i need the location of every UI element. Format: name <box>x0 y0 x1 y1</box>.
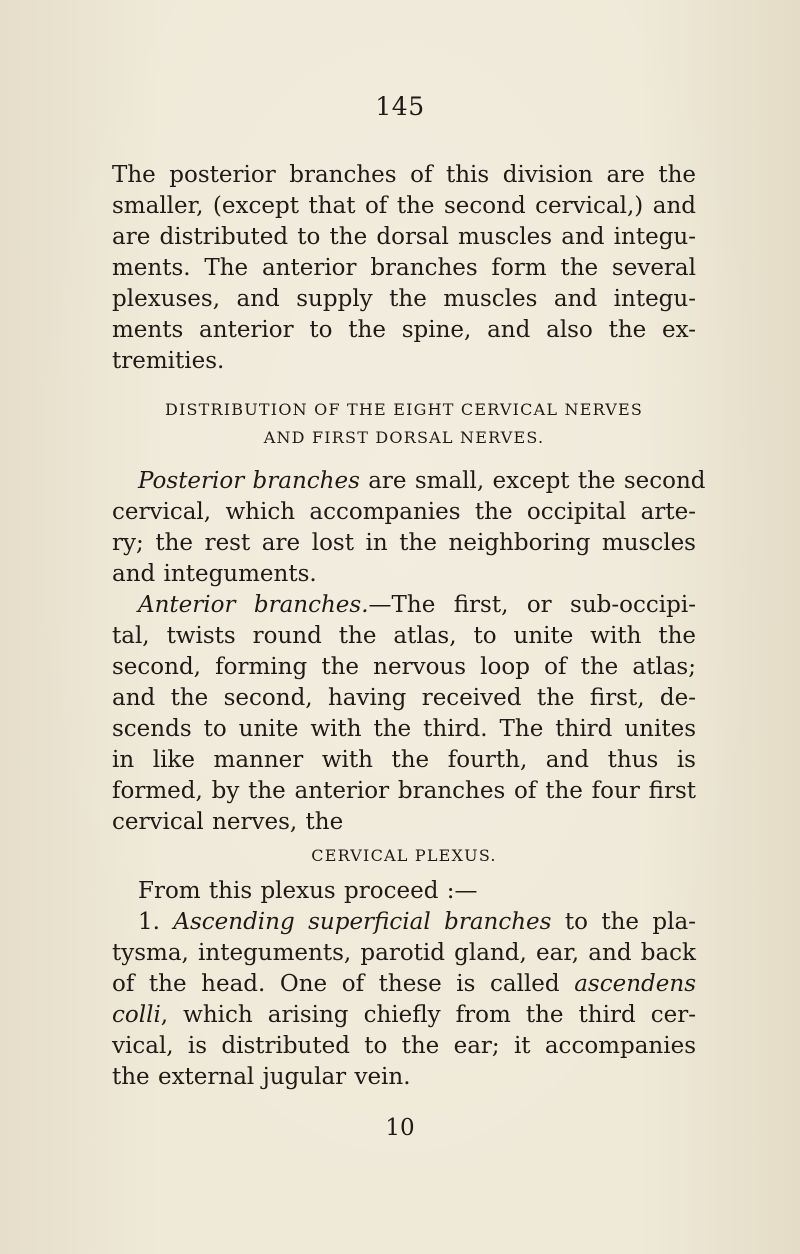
page-number: 145 <box>375 92 425 121</box>
text-line: plexuses, and supply the muscles and integu- <box>112 286 696 312</box>
text-line: The posterior branches of this division are the <box>112 162 696 188</box>
text-line: second, forming the nervous loop of the atlas; <box>112 654 696 680</box>
paragraph-anterior-branches <box>112 590 696 838</box>
text-line: vical, is distributed to the ear; it accompanies <box>112 1033 696 1059</box>
paragraph-posterior-branches <box>112 466 706 590</box>
text-line <box>112 907 696 938</box>
text-line: scends to unite with the third. The third unites <box>112 716 696 742</box>
text-line: and integuments. <box>112 561 317 587</box>
text-line: smaller, (except that of the second cervical,) and <box>112 193 696 219</box>
term-ascending-branches: Ascending superficial branches <box>173 909 552 935</box>
text-fragment: to the pla- <box>551 909 696 935</box>
section-heading-distribution: DISTRIBUTION OF THE EIGHT CERVICAL NERVES <box>164 400 644 419</box>
text-line: From this plexus proceed :— <box>138 878 478 904</box>
text-line: are distributed to the dorsal muscles and integu- <box>112 224 696 250</box>
paragraph-from-plexus <box>112 876 696 907</box>
signature-mark: 10 <box>385 1115 415 1141</box>
text-line <box>112 969 696 1000</box>
text-fragment: , which arising chiefly from the third cer- <box>160 1002 696 1028</box>
text-line: and the second, having received the first, de- <box>112 685 696 711</box>
text-line <box>112 1000 696 1031</box>
text-fragment: —The first, or sub-occipi- <box>368 592 696 618</box>
text-line: ments anterior to the spine, and also the ex- <box>112 317 696 343</box>
text-line: tremities. <box>112 348 225 374</box>
text-line: the external jugular vein. <box>112 1064 411 1090</box>
text-line: cervical, which accompanies the occipital arte- <box>112 499 696 525</box>
list-number: 1. <box>138 909 174 935</box>
section-heading-distribution-cont: AND FIRST DORSAL NERVES. <box>263 428 545 447</box>
paragraph-posterior-anterior <box>112 160 696 377</box>
text-line <box>112 466 706 497</box>
text-line: in like manner with the fourth, and thus is <box>112 747 696 773</box>
term-posterior-branches: Posterior branches <box>138 468 360 494</box>
text-line: ments. The anterior branches form the several <box>112 255 696 281</box>
term-ascendens: ascendens <box>574 971 696 997</box>
text-line <box>112 590 696 621</box>
term-colli: colli <box>112 1002 161 1028</box>
text-line: formed, by the anterior branches of the four first <box>112 778 696 804</box>
text-line: tysma, integuments, parotid gland, ear, and back <box>112 940 696 966</box>
term-anterior-branches: Anterior branches. <box>138 592 369 618</box>
text-line: tal, twists round the atlas, to unite with the <box>112 623 696 649</box>
text-line: ry; the rest are lost in the neighboring muscles <box>112 530 696 556</box>
section-heading-cervical-plexus: CERVICAL PLEXUS. <box>311 846 497 865</box>
paragraph-ascending-branches <box>112 907 696 1093</box>
text-line: cervical nerves, the <box>112 809 344 835</box>
text-fragment: of the head. One of these is called <box>112 971 575 997</box>
text-fragment: are small, except the second <box>359 468 706 494</box>
